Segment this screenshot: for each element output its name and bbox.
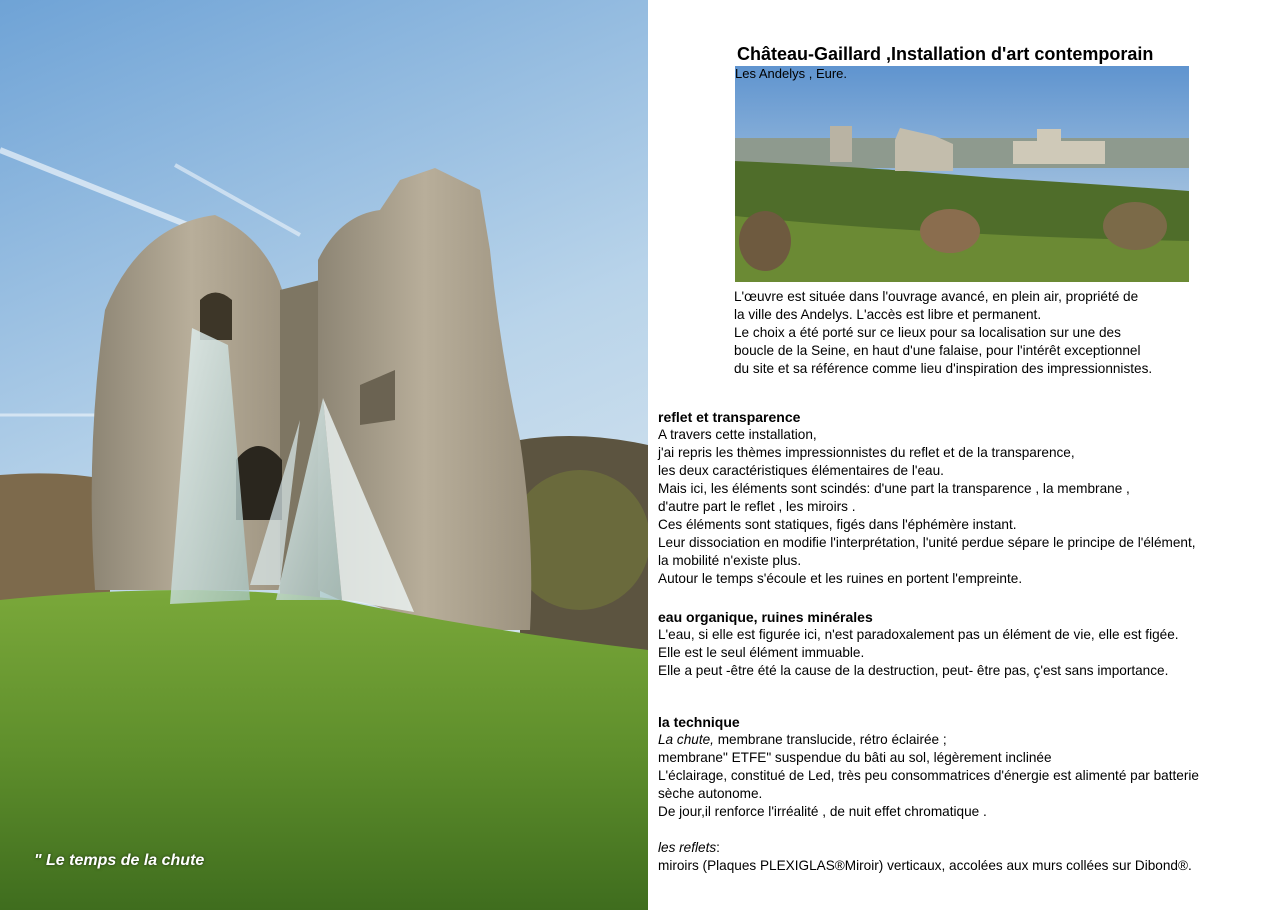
chateau-landscape-photo [735,66,1189,282]
reflets-colon: : [716,840,720,855]
window-opening [200,293,232,341]
text-line: L'eau, si elle est figurée ici, n'est paradoxalement pas un élément de vie, elle est figée. [658,627,1179,642]
photo-tree [920,209,980,253]
photo-tower [1037,129,1061,143]
la-chute-label: La chute, [658,732,714,747]
text-line: L'éclairage, constitué de Led, très peu consommatrices d'énergie est alimenté par batterie [658,768,1199,783]
text-line: Le choix a été porté sur ce lieux pour sa localisation sur une des [734,325,1121,340]
text-line: boucle de la Seine, en haut d'une falaise, pour l'intérêt exceptionnel [734,343,1141,358]
text-line: miroirs (Plaques PLEXIGLAS®Miroir) verticaux, accolées aux murs collées sur Dibond®. [658,858,1192,873]
photo-valley [735,138,1189,168]
section-eau [658,608,1278,680]
text-line: De jour,il renforce l'irréalité , de nuit effet chromatique . [658,804,987,819]
la-chute-text: membrane translucide, rétro éclairée ; [713,732,947,747]
text-line: d'autre part le reflet , les miroirs . [658,499,856,514]
text-line: membrane" ETFE" suspendue du bâti au sol, légèrement inclinée [658,750,1052,765]
photo-keep [830,126,852,162]
photo-tree [1103,202,1167,250]
reflets-label: les reflets [658,840,717,855]
blank-line [658,821,1278,839]
text-line: les deux caractéristiques élémentaires de l'eau. [658,463,944,478]
section-technique [658,713,1278,875]
installation-caption: " Le temps de la chute [34,852,205,869]
text-line: Elle est le seul élément immuable. [658,645,865,660]
text-line: Mais ici, les éléments sont scindés: d'une part la transparence , la membrane , [658,481,1130,496]
text-line: A travers cette installation, [658,427,817,442]
text-line: Elle a peut -être été la cause de la destruction, peut- être pas, ç'est sans importance. [658,663,1169,678]
text-line: la mobilité n'existe plus. [658,553,802,568]
text-line [658,839,1278,857]
text-line: sèche autonome. [658,786,763,801]
photo-tree [739,211,791,271]
section-heading: la technique [658,714,740,730]
text-line: Leur dissociation en modifie l'interprétation, l'unité perdue sépare le principe de l'élément, [658,535,1196,550]
section-heading: reflet et transparence [658,409,801,425]
text-line: L'œuvre est située dans l'ouvrage avancé, en plein air, propriété de [734,289,1139,304]
section-reflet [658,408,1278,588]
text-line: Autour le temps s'écoule et les ruines en portent l'empreinte. [658,571,1023,586]
text-line [658,731,1278,749]
text-line: la ville des Andelys. L'accès est libre et permanent. [734,307,1042,322]
text-line: Ces éléments sont statiques, figés dans l'éphémère instant. [658,517,1017,532]
section-heading: eau organique, ruines minérales [658,609,873,625]
photo-castle [1013,141,1105,164]
document-panel [648,0,1288,910]
intro-paragraph [734,288,1274,378]
text-line: du site et sa référence comme lieu d'inspiration des impressionnistes. [734,361,1153,376]
page-subtitle: Les Andelys , Eure. [735,66,848,81]
page-title: Château-Gaillard ,Installation d'art contemporain [737,44,1154,64]
text-line: j'ai repris les thèmes impressionnistes du reflet et de la transparence, [658,445,1075,460]
